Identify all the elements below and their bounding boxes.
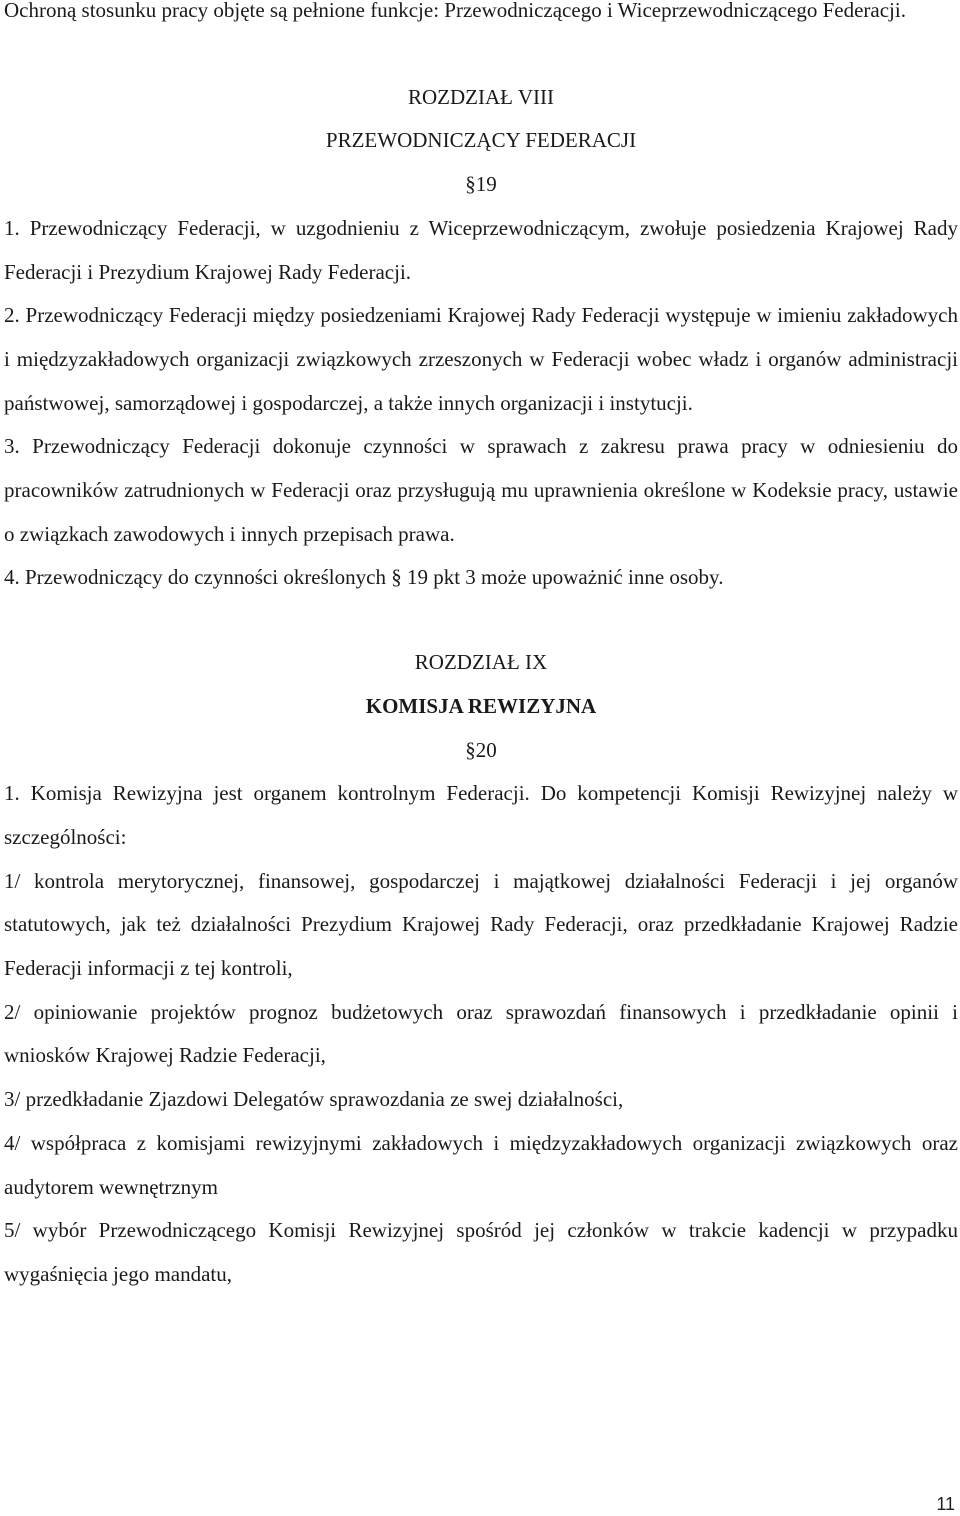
section-symbol: § bbox=[465, 737, 476, 762]
chapter-9-title: KOMISJA REWIZYJNA bbox=[365, 693, 597, 718]
section-20-mark bbox=[4, 729, 958, 773]
document-page bbox=[4, 0, 958, 1297]
section-19-item-4: 4. Przewodniczący do czynności określonych § 19 pkt 3 może upoważnić inne osoby. bbox=[4, 565, 724, 590]
section-20-item-3: 3/ przedkładanie Zjazdowi Delegatów sprawozdania ze swej działalności, bbox=[4, 1087, 624, 1112]
section-19-item-3: 3. Przewodniczący Federacji dokonuje czynności w sprawach z zakresu prawa pracy w odniesieniu do pracowników zatrudnionych w Federacji oraz przysługują mu uprawnienia określone w Kodeksie pracy, ustawie o związkach zawodowych i innych przepisach prawa. bbox=[4, 434, 958, 546]
section-symbol: § bbox=[465, 172, 476, 197]
spacer bbox=[4, 600, 958, 641]
section-19-item-2: 2. Przewodniczący Federacji między posiedzeniami Krajowej Rady Federacji występuje w imieniu zakładowych i międzyzakładowych organizacji związkowych zrzeszonych w Federacji wobec władz i organów administracji państwowej, samorządowej i gospodarczej, a także innych organizacji i instytucji. bbox=[4, 303, 958, 415]
section-20-item-4: 4/ współpraca z komisjami rewizyjnymi zakładowych i międzyzakładowych organizacji związkowych oraz audytorem wewnętrznym bbox=[4, 1130, 958, 1199]
section-19-item-1: 1. Przewodniczący Federacji, w uzgodnieniu z Wiceprzewodniczącym, zwołuje posiedzenia Krajowej Rady Federacji i Prezydium Krajowej Rady Federacji. bbox=[4, 215, 958, 284]
chapter-8-title: PRZEWODNICZĄCY FEDERACJI bbox=[325, 128, 637, 153]
chapter-8-heading: ROZDZIAŁ VIII bbox=[408, 84, 554, 109]
section-20-intro: 1. Komisja Rewizyjna jest organem kontrolnym Federacji. Do kompetencji Komisji Rewizyjnej należy w szczególności: bbox=[4, 781, 958, 849]
section-number: 19 bbox=[475, 172, 497, 197]
paragraph-protection: Ochroną stosunku pracy objęte są pełnione funkcje: Przewodniczącego i Wiceprzewodniczącego Federacji. bbox=[4, 0, 906, 22]
section-19-mark bbox=[4, 163, 958, 207]
spacer bbox=[4, 33, 958, 76]
section-number: 20 bbox=[475, 737, 497, 762]
section-20-item-2: 2/ opiniowanie projektów prognoz budżetowych oraz sprawozdań finansowych i przedkładanie opinii i wniosków Krajowej Radzie Federacji, bbox=[4, 999, 958, 1068]
chapter-9-heading: ROZDZIAŁ IX bbox=[414, 650, 548, 675]
page-number: 11 bbox=[936, 1494, 955, 1514]
section-20-item-5: 5/ wybór Przewodniczącego Komisji Rewizyjnej spośród jej członków w trakcie kadencji w przypadku wygaśnięcia jego mandatu, bbox=[4, 1218, 958, 1286]
section-20-item-1: 1/ kontrola merytorycznej, finansowej, gospodarczej i majątkowej działalności Federacji i jej organów statutowych, jak też działalności Prezydium Krajowej Rady Federacji, oraz przedkładanie Krajowej Radzie Federacji informacji z tej kontroli, bbox=[4, 868, 958, 981]
